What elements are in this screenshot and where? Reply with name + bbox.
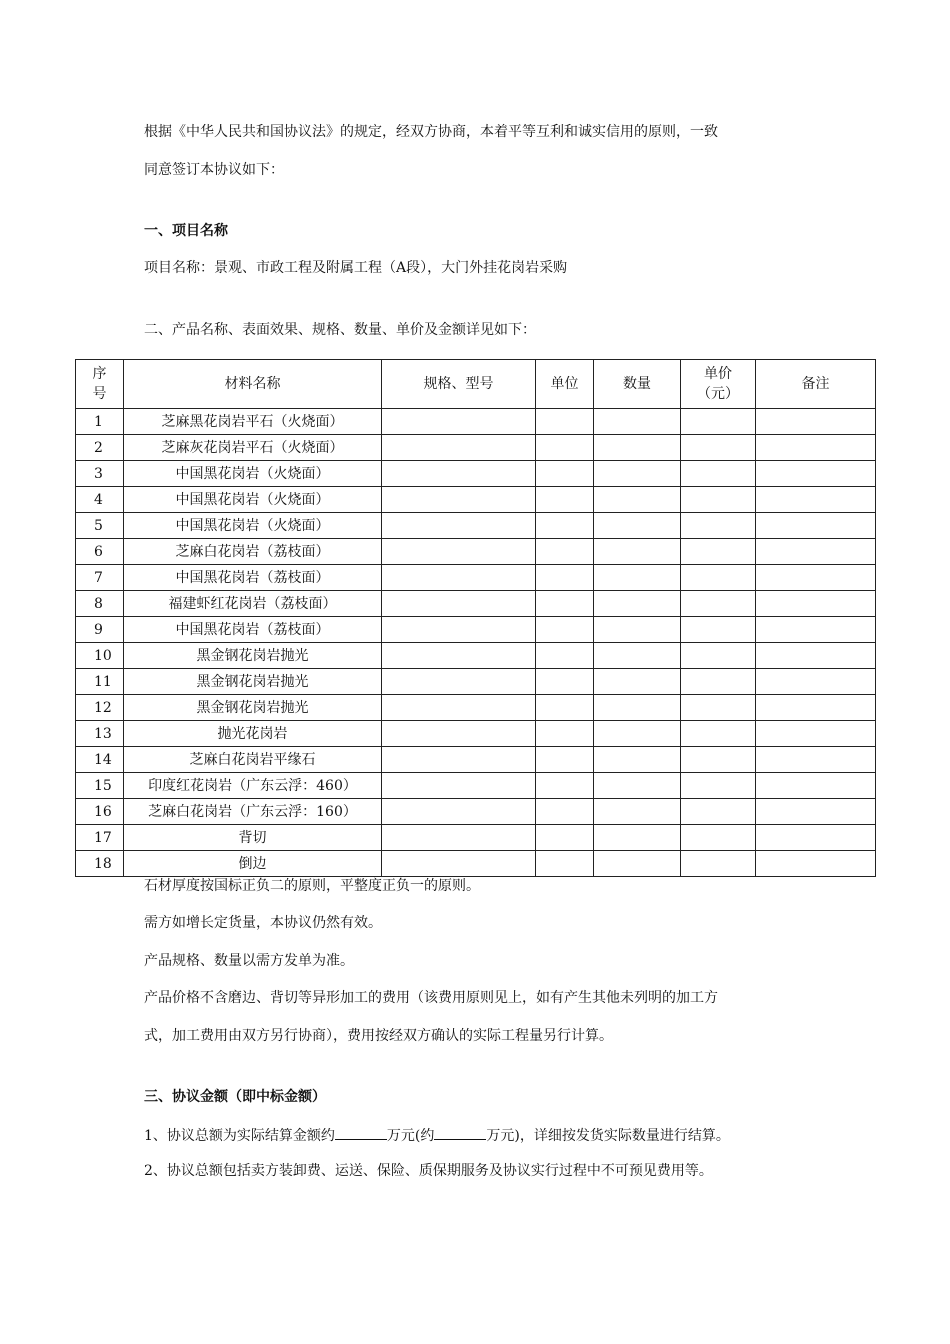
table-header-row xyxy=(76,360,876,409)
header-name: 材料名称 xyxy=(124,360,382,409)
cell-qty xyxy=(594,435,681,461)
cell-price xyxy=(681,435,756,461)
cell-qty xyxy=(594,851,681,877)
cell-remark xyxy=(756,721,876,747)
cell-unit xyxy=(536,435,594,461)
table-row xyxy=(76,799,876,825)
header-price-line-1: 单价 xyxy=(704,366,732,382)
cell-material-name: 黑金钢花岗岩抛光 xyxy=(124,643,382,669)
cell-no: 6 xyxy=(76,539,124,565)
header-no-line-1: 序 xyxy=(92,366,107,382)
cell-price xyxy=(681,409,756,435)
cell-no: 13 xyxy=(76,721,124,747)
cell-spec xyxy=(382,591,536,617)
cell-qty xyxy=(594,487,681,513)
table-row xyxy=(76,591,876,617)
table-row xyxy=(76,773,876,799)
cell-remark xyxy=(756,643,876,669)
cell-material-name: 中国黑花岗岩（火烧面） xyxy=(124,513,382,539)
cell-spec xyxy=(382,825,536,851)
cell-no: 3 xyxy=(76,461,124,487)
cell-qty xyxy=(594,461,681,487)
note-price-line-1: 产品价格不含磨边、背切等异形加工的费用（该费用原则见上，如有产生其他未列明的加工方 xyxy=(144,990,718,1006)
amount-item-2: 2、协议总额包括卖方装卸费、运送、保险、质保期服务及协议实行过程中不可预见费用等。 xyxy=(144,1163,713,1179)
cell-remark xyxy=(756,591,876,617)
cell-material-name: 芝麻黑花岗岩平石（火烧面） xyxy=(124,409,382,435)
cell-unit xyxy=(536,825,594,851)
header-qty: 数量 xyxy=(594,360,681,409)
amount-blank-2[interactable] xyxy=(434,1124,486,1140)
cell-spec xyxy=(382,669,536,695)
cell-no: 18 xyxy=(76,851,124,877)
cell-price xyxy=(681,773,756,799)
cell-price xyxy=(681,669,756,695)
cell-price xyxy=(681,487,756,513)
cell-spec xyxy=(382,799,536,825)
header-remark: 备注 xyxy=(756,360,876,409)
table-row xyxy=(76,435,876,461)
cell-remark xyxy=(756,617,876,643)
table-row xyxy=(76,695,876,721)
cell-spec xyxy=(382,773,536,799)
cell-qty xyxy=(594,539,681,565)
cell-material-name: 黑金钢花岗岩抛光 xyxy=(124,695,382,721)
cell-price xyxy=(681,539,756,565)
cell-qty xyxy=(594,617,681,643)
cell-material-name: 中国黑花岗岩（火烧面） xyxy=(124,461,382,487)
cell-unit xyxy=(536,565,594,591)
cell-no: 16 xyxy=(76,799,124,825)
header-price-line-2: （元） xyxy=(697,386,739,402)
cell-unit xyxy=(536,513,594,539)
cell-spec xyxy=(382,747,536,773)
cell-spec xyxy=(382,409,536,435)
header-no xyxy=(76,360,124,409)
cell-remark xyxy=(756,799,876,825)
cell-material-name: 芝麻灰花岗岩平石（火烧面） xyxy=(124,435,382,461)
header-unit: 单位 xyxy=(536,360,594,409)
cell-remark xyxy=(756,851,876,877)
cell-no: 17 xyxy=(76,825,124,851)
cell-unit xyxy=(536,695,594,721)
cell-price xyxy=(681,565,756,591)
cell-price xyxy=(681,721,756,747)
cell-price xyxy=(681,825,756,851)
cell-unit xyxy=(536,851,594,877)
cell-spec xyxy=(382,435,536,461)
cell-unit xyxy=(536,773,594,799)
table-row xyxy=(76,851,876,877)
note-thickness: 石材厚度按国标正负二的原则，平整度正负一的原则。 xyxy=(144,878,480,894)
cell-qty xyxy=(594,721,681,747)
table-row xyxy=(76,617,876,643)
section-2-heading: 二、产品名称、表面效果、规格、数量、单价及金额详见如下： xyxy=(144,322,536,338)
cell-price xyxy=(681,513,756,539)
cell-unit xyxy=(536,799,594,825)
cell-price xyxy=(681,617,756,643)
cell-spec xyxy=(382,643,536,669)
cell-price xyxy=(681,643,756,669)
cell-unit xyxy=(536,617,594,643)
product-table xyxy=(75,359,876,877)
cell-unit xyxy=(536,487,594,513)
cell-price xyxy=(681,851,756,877)
cell-qty xyxy=(594,409,681,435)
section-1-heading: 一、项目名称 xyxy=(144,223,228,239)
cell-unit xyxy=(536,591,594,617)
cell-remark xyxy=(756,461,876,487)
header-price xyxy=(681,360,756,409)
table-row xyxy=(76,825,876,851)
table-row xyxy=(76,539,876,565)
cell-qty xyxy=(594,825,681,851)
cell-qty xyxy=(594,799,681,825)
note-spec: 产品规格、数量以需方发单为准。 xyxy=(144,953,354,969)
cell-unit xyxy=(536,539,594,565)
cell-remark xyxy=(756,565,876,591)
cell-qty xyxy=(594,695,681,721)
amount-item-1-text-a: 1、协议总额为实际结算金额约 xyxy=(144,1128,335,1144)
cell-no: 9 xyxy=(76,617,124,643)
cell-material-name: 抛光花岗岩 xyxy=(124,721,382,747)
cell-qty xyxy=(594,643,681,669)
cell-remark xyxy=(756,695,876,721)
cell-spec xyxy=(382,487,536,513)
cell-no: 14 xyxy=(76,747,124,773)
table-row xyxy=(76,747,876,773)
cell-remark xyxy=(756,539,876,565)
amount-item-1 xyxy=(144,1124,730,1146)
table-row xyxy=(76,409,876,435)
cell-spec xyxy=(382,851,536,877)
cell-material-name: 印度红花岗岩（广东云浮：460） xyxy=(124,773,382,799)
cell-qty xyxy=(594,747,681,773)
cell-unit xyxy=(536,721,594,747)
cell-remark xyxy=(756,669,876,695)
table-row xyxy=(76,565,876,591)
cell-unit xyxy=(536,747,594,773)
cell-spec xyxy=(382,721,536,747)
cell-unit xyxy=(536,461,594,487)
cell-no: 7 xyxy=(76,565,124,591)
cell-remark xyxy=(756,513,876,539)
intro-line-1: 根据《中华人民共和国协议法》的规定，经双方协商，本着平等互利和诚实信用的原则，一致 xyxy=(144,124,718,140)
cell-spec xyxy=(382,617,536,643)
cell-qty xyxy=(594,773,681,799)
cell-remark xyxy=(756,773,876,799)
cell-spec xyxy=(382,461,536,487)
cell-material-name: 福建虾红花岗岩（荔枝面） xyxy=(124,591,382,617)
cell-material-name: 芝麻白花岗岩（广东云浮：160） xyxy=(124,799,382,825)
amount-item-1-text-b: 万元(约 xyxy=(386,1128,435,1144)
cell-remark xyxy=(756,435,876,461)
table-row xyxy=(76,513,876,539)
section-3-heading: 三、协议金额（即中标金额） xyxy=(144,1089,326,1105)
cell-no: 4 xyxy=(76,487,124,513)
cell-material-name: 背切 xyxy=(124,825,382,851)
cell-material-name: 中国黑花岗岩（火烧面） xyxy=(124,487,382,513)
intro-line-2: 同意签订本协议如下： xyxy=(144,162,284,178)
cell-spec xyxy=(382,695,536,721)
table-row xyxy=(76,643,876,669)
cell-no: 2 xyxy=(76,435,124,461)
header-no-line-2: 号 xyxy=(92,386,107,402)
cell-remark xyxy=(756,825,876,851)
project-name: 项目名称：景观、市政工程及附属工程（A段），大门外挂花岗岩采购 xyxy=(144,260,568,276)
cell-material-name: 中国黑花岗岩（荔枝面） xyxy=(124,565,382,591)
table-row xyxy=(76,721,876,747)
cell-unit xyxy=(536,409,594,435)
cell-unit xyxy=(536,643,594,669)
header-spec: 规格、型号 xyxy=(382,360,536,409)
cell-remark xyxy=(756,747,876,773)
cell-no: 11 xyxy=(76,669,124,695)
cell-unit xyxy=(536,669,594,695)
amount-blank-1[interactable] xyxy=(335,1124,387,1140)
cell-remark xyxy=(756,487,876,513)
cell-price xyxy=(681,461,756,487)
cell-qty xyxy=(594,669,681,695)
cell-spec xyxy=(382,513,536,539)
note-price-line-2: 式，加工费用由双方另行协商），费用按经双方确认的实际工程量另行计算。 xyxy=(144,1028,613,1044)
cell-no: 12 xyxy=(76,695,124,721)
cell-price xyxy=(681,799,756,825)
cell-material-name: 芝麻白花岗岩（荔枝面） xyxy=(124,539,382,565)
cell-qty xyxy=(594,513,681,539)
cell-spec xyxy=(382,539,536,565)
cell-material-name: 中国黑花岗岩（荔枝面） xyxy=(124,617,382,643)
cell-price xyxy=(681,747,756,773)
note-quantity: 需方如增长定货量，本协议仍然有效。 xyxy=(144,915,382,931)
cell-material-name: 芝麻白花岗岩平缘石 xyxy=(124,747,382,773)
cell-no: 8 xyxy=(76,591,124,617)
table-row xyxy=(76,669,876,695)
cell-qty xyxy=(594,565,681,591)
cell-no: 1 xyxy=(76,409,124,435)
cell-remark xyxy=(756,409,876,435)
cell-qty xyxy=(594,591,681,617)
amount-item-1-text-c: 万元)，详细按发货实际数量进行结算。 xyxy=(486,1128,730,1144)
cell-no: 5 xyxy=(76,513,124,539)
cell-price xyxy=(681,695,756,721)
cell-price xyxy=(681,591,756,617)
table-row xyxy=(76,461,876,487)
cell-material-name: 倒边 xyxy=(124,851,382,877)
cell-spec xyxy=(382,565,536,591)
cell-no: 10 xyxy=(76,643,124,669)
table-row xyxy=(76,487,876,513)
cell-no: 15 xyxy=(76,773,124,799)
cell-material-name: 黑金钢花岗岩抛光 xyxy=(124,669,382,695)
